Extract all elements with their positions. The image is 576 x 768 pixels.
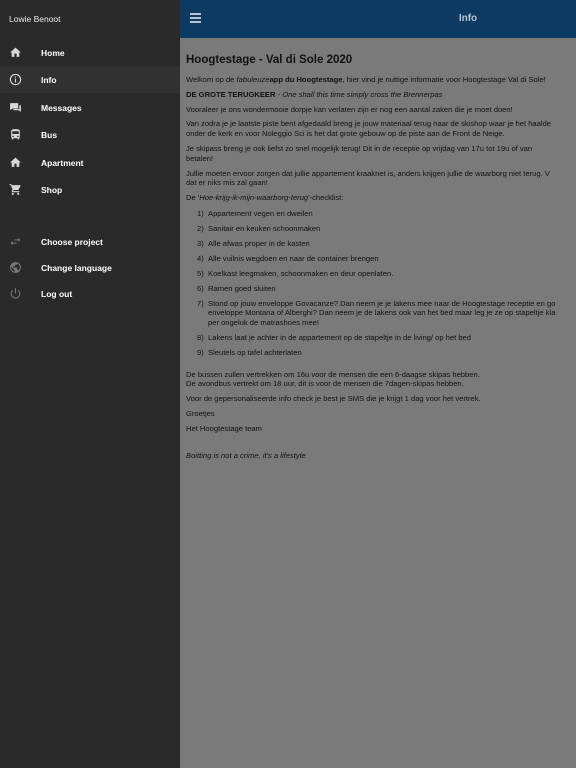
sidebar-item-label: Log out: [41, 288, 73, 299]
globe-icon: [9, 261, 22, 274]
info-content: [180, 38, 576, 768]
sidebar-item-log-out[interactable]: [0, 280, 180, 307]
list-item: 1) Appartement vegen en dweilen: [197, 208, 313, 218]
sidebar-item-choose-project[interactable]: [0, 228, 180, 255]
sms-info: Voor de gepersonaliseerde info check je best je SMS die je krijgt 1 dag voor het vertrek.: [186, 394, 481, 404]
list-item: 2) Sanitair en keuken schoonmaken: [197, 223, 321, 233]
list-item: 6) Ramen goed sluiten: [197, 283, 276, 293]
content-title: Hoogtestage - Val di Sole 2020: [186, 54, 353, 66]
sidebar-item-label: Apartment: [41, 157, 84, 168]
sidebar-item-label: Info: [41, 74, 57, 85]
paragraph: Van zodra je je laatste piste bent afgedaald breng je jouw materiaal terug naar de skishop waar je het haalde onder de kerk en voor Noleggio Sci is het dat grote gebouw op de piste aan de Front de Neige.: [186, 119, 552, 139]
sidebar: [0, 0, 180, 768]
page-title: Info: [458, 13, 478, 24]
signature: Het Hoogtestage team: [186, 423, 262, 433]
list-item: 7) Stond op jouw enveloppe Govacanze? Dan neem je je lakens mee naar de Hoogtestage receptie en go enveloppe Montana of Alberghi? Dan neem je de lakens ook van het bed maar leg je ze op stapeltje kla per ongeluk de matrashoes mee!: [197, 298, 556, 328]
list-item: 3) Alle afwas proper in de kasten: [197, 238, 310, 248]
sidebar-item-label: Choose project: [41, 236, 103, 247]
sidebar-item-apartment[interactable]: [0, 149, 180, 176]
checklist-intro: De 'Hoe-krijg-ik-mijn-waarborg-terug'-checklist:: [186, 193, 344, 203]
sidebar-item-bus[interactable]: [0, 121, 180, 148]
power-icon: [9, 287, 22, 300]
checklist: [186, 209, 576, 358]
sidebar-item-label: Shop: [41, 184, 63, 195]
return-heading: DE GROTE TERUGKEER - One shall this time simply cross the Brennerpas: [186, 89, 443, 99]
swap-icon: [9, 235, 22, 248]
sidebar-item-label: Change language: [41, 262, 112, 273]
sidebar-item-info[interactable]: [0, 66, 180, 93]
paragraph: Jullie moeten ervoor zorgen dat jullie appartement kraaknet is, anders krijgen jullie de waarborg niet terug. V dat er niks mis zal gaan!: [186, 168, 550, 188]
motto: Boitting is not a crime, it's a lifestyle: [186, 450, 306, 460]
apartment-icon: [9, 156, 22, 169]
info-icon: [9, 73, 22, 86]
user-name: Lowie Benoot: [9, 14, 61, 24]
paragraph: Vooraleer je ons wondermooie dorpje kan verlaten zijn er nog een aantal zaken die je moet doen!: [186, 104, 513, 114]
bus-info: De bussen zullen vertrekken om 16u voor de mensen die een 6-daagse skipas hebben. De avondbus vertrekt om 18 uur, dit is voor de mensen die 7dagen-skipas hebben.: [186, 369, 480, 389]
sidebar-item-shop[interactable]: [0, 176, 180, 203]
sidebar-item-messages[interactable]: [0, 94, 180, 121]
shop-icon: [9, 183, 22, 196]
list-item: 4) Alle vuilnis wegdoen en naar de container brengen: [197, 253, 379, 263]
sidebar-item-label: Messages: [41, 102, 82, 113]
top-app-bar: [180, 0, 576, 38]
messages-icon: [9, 101, 22, 114]
home-icon: [9, 46, 22, 59]
paragraph: Je skipass breng je ook liefst zo snel mogelijk terug! Dit in de receptie op vrijdag van 17u tot 19u of van betalen!: [186, 143, 533, 163]
bus-icon: [9, 128, 22, 141]
sidebar-item-change-language[interactable]: [0, 254, 180, 281]
list-item: 9) Sleutels op tafel achterlaten: [197, 348, 302, 358]
greeting: Groetjes: [186, 409, 215, 419]
sidebar-item-home[interactable]: [0, 39, 180, 66]
sidebar-item-label: Bus: [41, 129, 58, 140]
sidebar-item-label: Home: [41, 47, 65, 58]
list-item: 8) Lakens laat je achter in de appartement op de stapeltje in de living/ op het bed: [197, 333, 472, 343]
list-item: 5) Koelkast leegmaken, schoonmaken en deur openlaten.: [197, 268, 394, 278]
welcome-text: Welkom op de fabuleuzeapp du Hoogtestage, hier vind je nuttige informatie voor Hoogtestage Val di Sole!: [186, 75, 546, 84]
